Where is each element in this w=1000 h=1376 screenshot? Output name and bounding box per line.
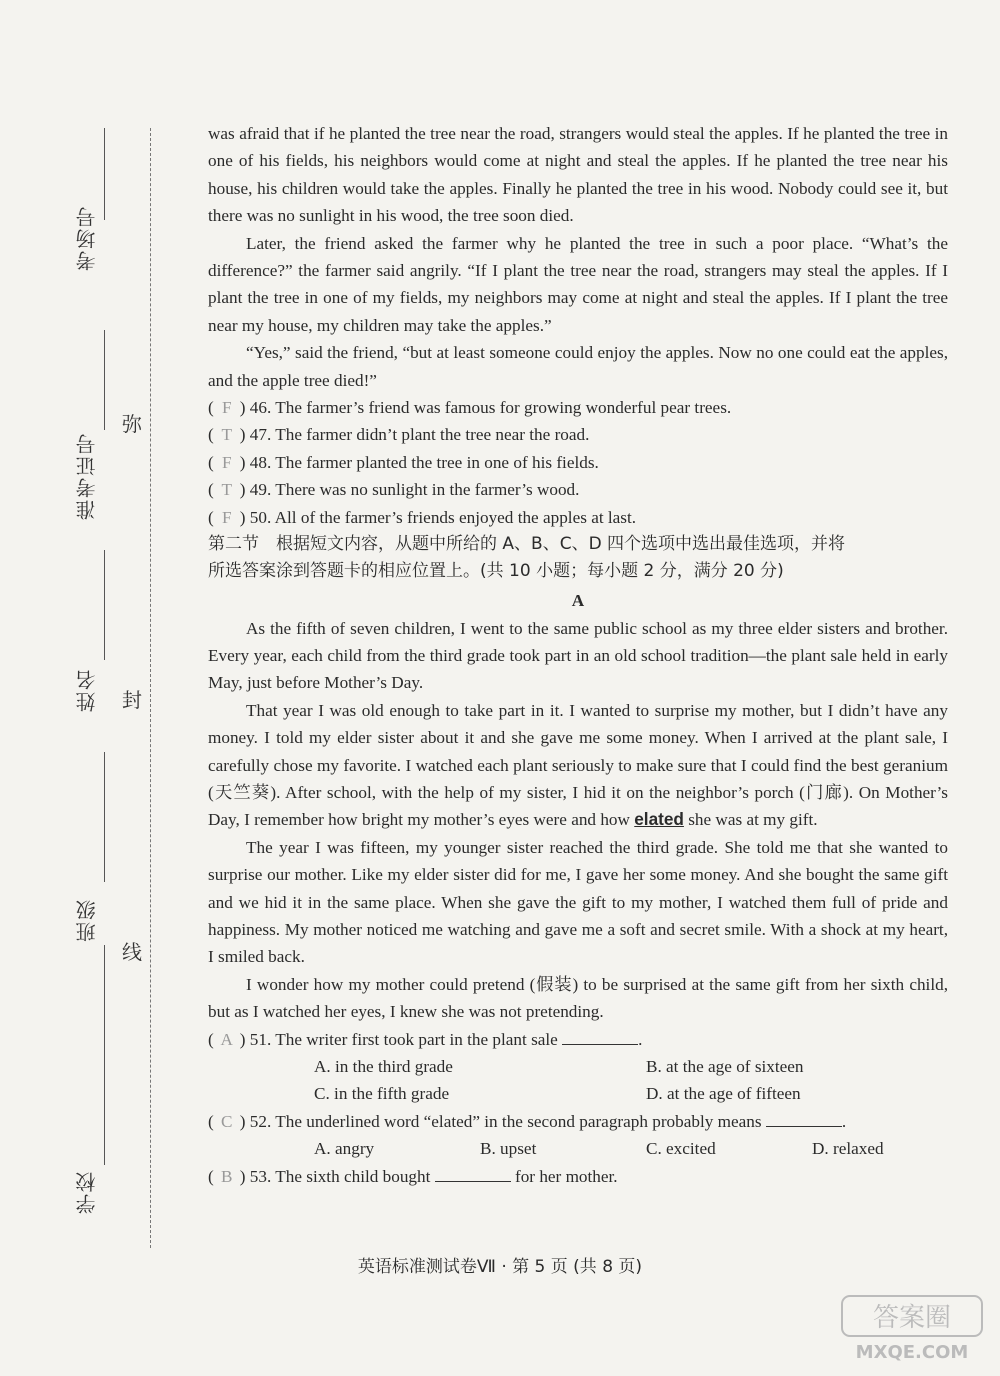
field-exam-room xyxy=(62,205,110,271)
paragraph-text: she was at my gift. xyxy=(683,810,818,830)
answer-mark: F xyxy=(221,507,232,527)
answer-mark: F xyxy=(221,452,232,472)
option: D. at the age of fifteen xyxy=(646,1084,801,1104)
option: D. relaxed xyxy=(812,1139,884,1159)
field-label: 学校 xyxy=(74,1170,99,1214)
answer-blank xyxy=(766,1112,842,1127)
question-stem: 51. The writer first took part in the plant sale xyxy=(249,1029,558,1049)
options-group xyxy=(208,1135,948,1162)
question-text: 46. The farmer’s friend was famous for growing wonderful pear trees. xyxy=(249,398,732,418)
field-label: 考场号 xyxy=(74,205,99,271)
section-instructions: 第二节 根据短文内容，从题中所给的 A、B、C、D 四个选项中选出最佳选项，并将 xyxy=(208,534,846,555)
paragraph-text: That year I was old enough to take part in it. I wanted to surprise my mother, but I didn’t have any money. I told my elder sister about it and she gave me some money. When I arrived at the plant sale, I carefully chose my favorite. I watched each plant seriously to make sure that I could find the best geranium (天竺葵). After school, with the help of my sister, I hid it on the neighbor’s porch (门廊). On Mother’s Day, I remember how bright my mother’s eyes were and how xyxy=(208,700,948,830)
answer-mark: F xyxy=(221,398,232,418)
field-line xyxy=(104,550,105,660)
answer-mark: T xyxy=(221,425,232,445)
mc-question: ( B ) 53. The sixth child bought for her mother. xyxy=(208,1163,948,1190)
seal-char: 封 xyxy=(122,688,142,712)
options-row xyxy=(314,1135,948,1162)
tf-question: ( F ) 46. The farmer’s friend was famous for growing wonderful pear trees. xyxy=(208,394,948,421)
seal-char: 线 xyxy=(122,940,142,964)
answer-mark: T xyxy=(221,480,232,500)
field-line xyxy=(104,330,105,430)
page-footer: 英语标准测试卷Ⅶ · 第 5 页 (共 8 页) xyxy=(357,1257,643,1277)
option: C. in the fifth grade xyxy=(314,1084,450,1104)
field-label: 准考证号 xyxy=(74,432,99,520)
field-label: 班级 xyxy=(74,898,99,942)
question-text: 50. All of the farmer’s friends enjoyed the apples at last. xyxy=(249,507,637,527)
answer-blank xyxy=(435,1167,511,1182)
question-stem: 52. The underlined word “elated” in the second paragraph probably means xyxy=(249,1111,762,1131)
field-class xyxy=(62,898,110,942)
option: B. at the age of sixteen xyxy=(646,1057,804,1076)
question-stem: 53. The sixth child bought xyxy=(249,1166,431,1186)
tf-question: ( F ) 48. The farmer planted the tree in one of his fields. xyxy=(208,449,948,476)
section-instructions: 所选答案涂到答题卡的相应位置上。(共 10 小题；每小题 2 分，满分 20 分) xyxy=(208,561,784,582)
watermark-logo xyxy=(838,1294,988,1364)
question-text: 49. There was no sunlight in the farmer’s wood. xyxy=(249,480,580,500)
seal-char: 弥 xyxy=(122,412,142,436)
page-content xyxy=(208,120,948,1190)
field-label: 姓名 xyxy=(74,668,99,712)
tf-question: ( F ) 50. All of the farmer’s friends enjoyed the apples at last. xyxy=(208,504,948,531)
passage-paragraph: I wonder how my mother could pretend (假装) to be surprised at the same gift from her sixth child, but as I watched her eyes, I knew she was not pretending. xyxy=(208,974,948,1022)
option: B. upset xyxy=(480,1139,537,1159)
passage-paragraph: The year I was fifteen, my younger sister reached the third grade. She told me that she wanted to surprise our mother. Like my elder sister did for me, I gave her some money. And she bought the same gift and we hid it in the same place. When she gave the gift to my mother, I watched them full of pride and happiness. My mother noticed me watching and gave me a soft and secret smile. With a shock at my heart, I smiled back. xyxy=(208,837,948,967)
underlined-word: elated xyxy=(634,809,684,830)
options-row xyxy=(314,1053,948,1080)
field-line xyxy=(104,945,105,1165)
option: A. in the third grade xyxy=(314,1057,453,1076)
passage-paragraph: Later, the friend asked the farmer why he planted the tree in such a poor place. “What’s the difference?” the farmer said angrily. “If I plant the tree near the road, strangers may steal the apples. If I plant the tree in one of my fields, my neighbors may come at night and steal the apples. If I plant the tree near my house, my children may take the apples.” xyxy=(208,233,948,335)
question-stem-end: . xyxy=(638,1029,643,1049)
field-name xyxy=(62,668,110,712)
tf-question: ( T ) 47. The farmer didn’t plant the tree near the road. xyxy=(208,421,948,448)
passage-paragraph: “Yes,” said the friend, “but at least someone could enjoy the apples. Now no one could eat the apples, and the apple tree died!” xyxy=(208,343,948,390)
field-school xyxy=(62,1170,110,1214)
watermark-logo-text: 答案圈 xyxy=(872,1303,952,1333)
question-stem-end: for her mother. xyxy=(514,1166,618,1186)
question-text: 48. The farmer planted the tree in one of his fields. xyxy=(249,452,599,472)
options-group xyxy=(208,1053,948,1108)
watermark-graphic xyxy=(838,1294,988,1364)
options-row xyxy=(314,1080,948,1107)
answer-blank xyxy=(562,1030,638,1045)
field-line xyxy=(104,752,105,882)
answer-mark: A xyxy=(220,1029,233,1049)
binding-dashed-line xyxy=(150,128,151,1248)
question-text: 47. The farmer didn’t plant the tree near the road. xyxy=(249,425,590,445)
field-ticket-number xyxy=(62,432,110,520)
passage-title: A xyxy=(571,591,585,611)
mc-question: ( C ) 52. The underlined word “elated” in the second paragraph probably means . xyxy=(208,1108,948,1135)
passage-paragraph: As the fifth of seven children, I went to the same public school as my three elder sisters and brother. Every year, each child from the third grade took part in an old school tradition—the plant sale held in early May, just before Mother’s Day. xyxy=(208,618,948,693)
answer-mark: C xyxy=(221,1111,233,1131)
tf-question: ( T ) 49. There was no sunlight in the farmer’s wood. xyxy=(208,476,948,503)
option: C. excited xyxy=(646,1139,716,1159)
watermark-url: MXQE.COM xyxy=(855,1342,969,1363)
field-line xyxy=(104,128,105,220)
mc-question: ( A ) 51. The writer first took part in the plant sale . xyxy=(208,1026,948,1053)
option: A. angry xyxy=(314,1139,375,1159)
answer-mark: B xyxy=(221,1166,233,1186)
passage-paragraph: was afraid that if he planted the tree near the road, strangers would steal the apples. If he planted the tree in one of his fields, his neighbors would come at night and steal the apples. If he planted the tree near his house, his children would take the apples. Finally he planted the tree in his wood. Nobody could see it, but there was no sunlight in his wood, the tree soon died. xyxy=(208,124,948,226)
passage-paragraph xyxy=(208,697,948,834)
question-stem-end: . xyxy=(841,1111,847,1131)
